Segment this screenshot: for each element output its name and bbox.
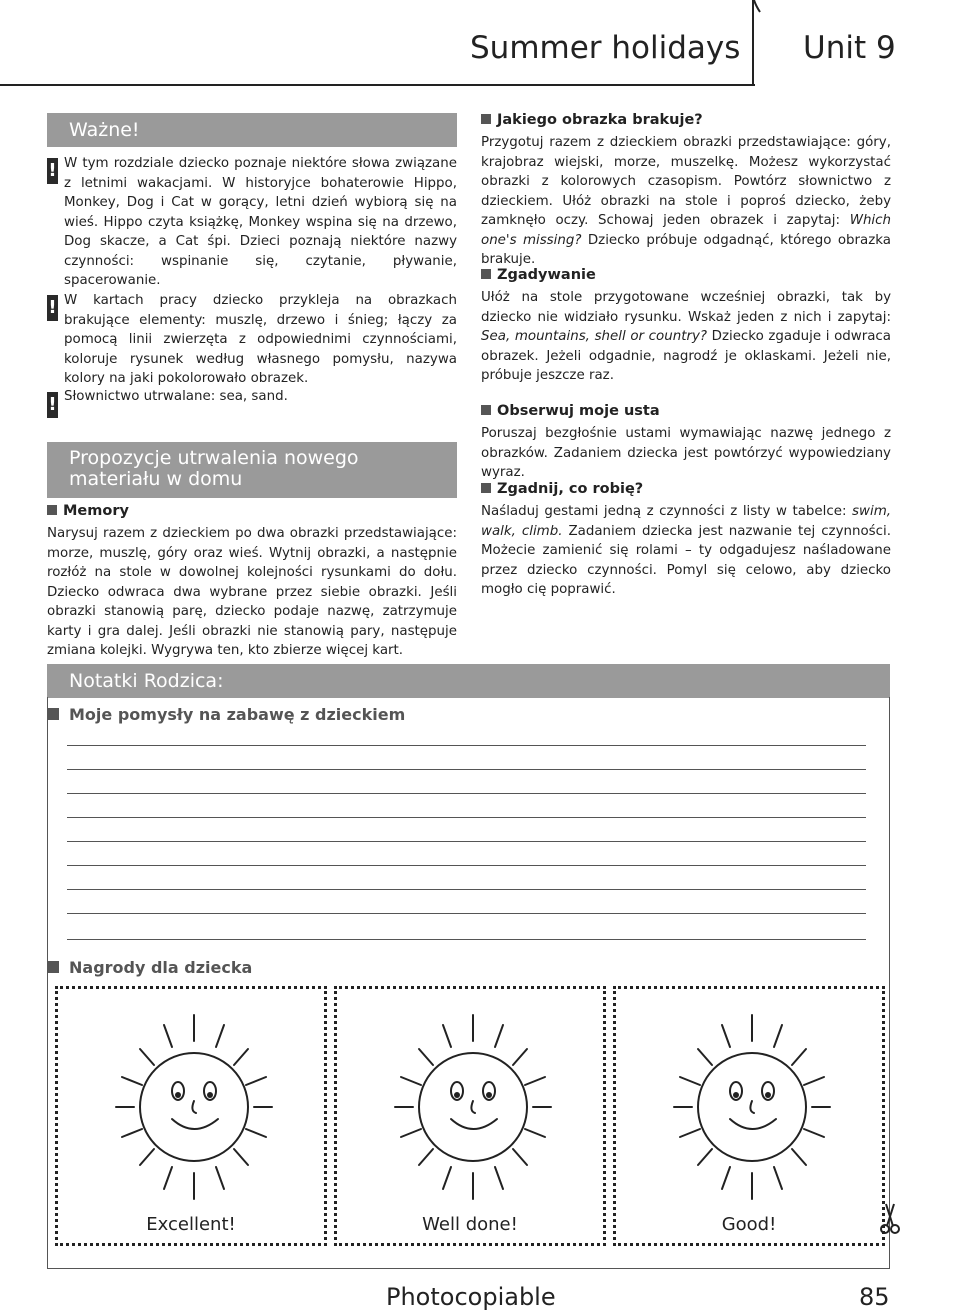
writing-line[interactable]: [67, 793, 866, 794]
square-bullet-icon: [481, 269, 491, 279]
rewards-heading: Nagrody dla dziecka: [47, 958, 252, 977]
award-coupon: [334, 986, 606, 1246]
writing-line[interactable]: [67, 769, 866, 770]
square-bullet-icon: [47, 505, 57, 515]
award-label: Excellent!: [146, 1214, 236, 1235]
award-label: Good!: [721, 1214, 777, 1235]
square-bullet-icon: [481, 114, 491, 124]
page-title: Summer holidays: [470, 30, 741, 66]
guess-text: Ułóż na stole przygotowane wcześniej obrazki, tak by dziecko nie widziało rysunku. Wskaż jeden z nich i zapytaj: Sea, mountains, shell or country? Dziecko zgaduje i odwraca obrazek. Jeżeli odgadnie, nagrodź je oklaskami. Jeżeli nie, próbuje jeszcze raz.: [481, 290, 891, 383]
lips-heading: Obserwuj moje usta: [481, 403, 660, 419]
missing-text: Przygotuj razem z dzieckiem obrazki przedstawiające: góry, krajobraz wiejski, morze, muszelkę. Możesz wykorzystać obrazki z kolorowych czasopism. Powtórz słownictwo z dzieckiem. Ułóż obrazki na stole i poproś dziecko, żeby zamknęło oczy. Schowaj jeden obrazek i zapytaj: Which one's missing? Dziecko próbuje odgadnąć, którego obrazka brakuje.: [481, 135, 891, 267]
award-coupon: [613, 986, 885, 1246]
important-heading: Ważne!: [47, 113, 457, 147]
footer-label: Photocopiable: [386, 1283, 556, 1311]
notes-heading: Notatki Rodzica:: [47, 664, 890, 698]
square-bullet-icon: [481, 483, 491, 493]
tab-curl: [742, 0, 822, 20]
writing-line[interactable]: [67, 817, 866, 818]
square-bullet-icon: [481, 405, 491, 415]
note-worksheets: W kartach pracy dziecko przykleja na obrazkach brakujące elementy: muszlę, drzewo i śnieg; łączy za pomocą linii zwierzęta z odpowiednimi czynnościami, koloruje rysunek według własnego pomysłu, nazywa kolory na jaki pokolorowało obrazek.: [64, 293, 457, 386]
unit-label: Unit 9: [803, 30, 896, 66]
award-coupon: [55, 986, 327, 1246]
note-intro: W tym rozdziale dziecko poznaje niektóre słowa związane z letnimi wakacjami. W historyjce bohaterowie Hippo, Monkey, Dog i Cat w gorący, letni dzień wybiorą się na wieś. Hippo czyta książkę, Monkey wspina się na drzewo, Dog skacze, a Cat śpi. Dzieci poznają niektóre nazwy czynności: wspinanie się, czytanie, pływanie, spacerowanie.: [64, 156, 457, 288]
ideas-heading: Moje pomysły na zabawę z dzieckiem: [47, 705, 405, 724]
award-label: Well done!: [422, 1214, 518, 1235]
memory-text: Narysuj razem z dzieckiem po dwa obrazki przedstawiające: morze, muszlę, góry oraz wieś. Wytnij obrazki, a następnie rozłóż na stole w dowolnej kolejności rysunkami do dołu. Dziecko odwraca dwa wybrane przez siebie obrazki. Jeśli obrazki stanowią parę, dziecko podaje nazwę, zatrzymuje karty i gra dalej. Jeśli obrazki nie stanowią pary, następuje zmiana kolejki. Wygrywa ten, kto zbierze więcej kart.: [47, 526, 457, 658]
writing-line[interactable]: [67, 745, 866, 746]
lips-text: Poruszaj bezgłośnie ustami wymawiając nazwę jednego z obrazków. Zadaniem dziecka jest powtórzyć wypowiedziany wyraz.: [481, 426, 891, 480]
memory-heading: Memory: [47, 503, 129, 519]
proposals-heading: Propozycje utrwalenia nowego materiału w domu: [47, 442, 457, 498]
exclamation-icon: !: [47, 158, 58, 184]
exclamation-icon: !: [47, 392, 58, 418]
mime-text: Naśladuj gestami jedną z czynności z listy w tabelce: swim, walk, climb. Zadaniem dziecka jest nazwanie tej czynności. Możecie zamienić się rolami – ty odgadujesz naśladowane przez dziecko czynności. Pomyl się celowo, aby dziecko mogło cię poprawić.: [481, 504, 891, 597]
square-bullet-icon: [47, 708, 59, 720]
page-number: 85: [859, 1283, 890, 1311]
sun-icon: [393, 1011, 553, 1201]
writing-line[interactable]: [67, 841, 866, 842]
sun-icon: [114, 1011, 274, 1201]
mime-heading: Zgadnij, co robię?: [481, 481, 643, 497]
writing-line[interactable]: [67, 865, 866, 866]
note-vocabulary: Słownictwo utrwalane: sea, sand.: [64, 389, 288, 404]
writing-line[interactable]: [67, 939, 866, 940]
exclamation-icon: !: [47, 295, 58, 321]
scissors-icon: [878, 1202, 902, 1236]
sun-icon: [672, 1011, 832, 1201]
square-bullet-icon: [47, 961, 59, 973]
guess-heading: Zgadywanie: [481, 267, 596, 283]
header-rule: [0, 84, 755, 86]
writing-line[interactable]: [67, 889, 866, 890]
missing-heading: Jakiego obrazka brakuje?: [481, 112, 703, 128]
writing-line[interactable]: [67, 913, 866, 914]
